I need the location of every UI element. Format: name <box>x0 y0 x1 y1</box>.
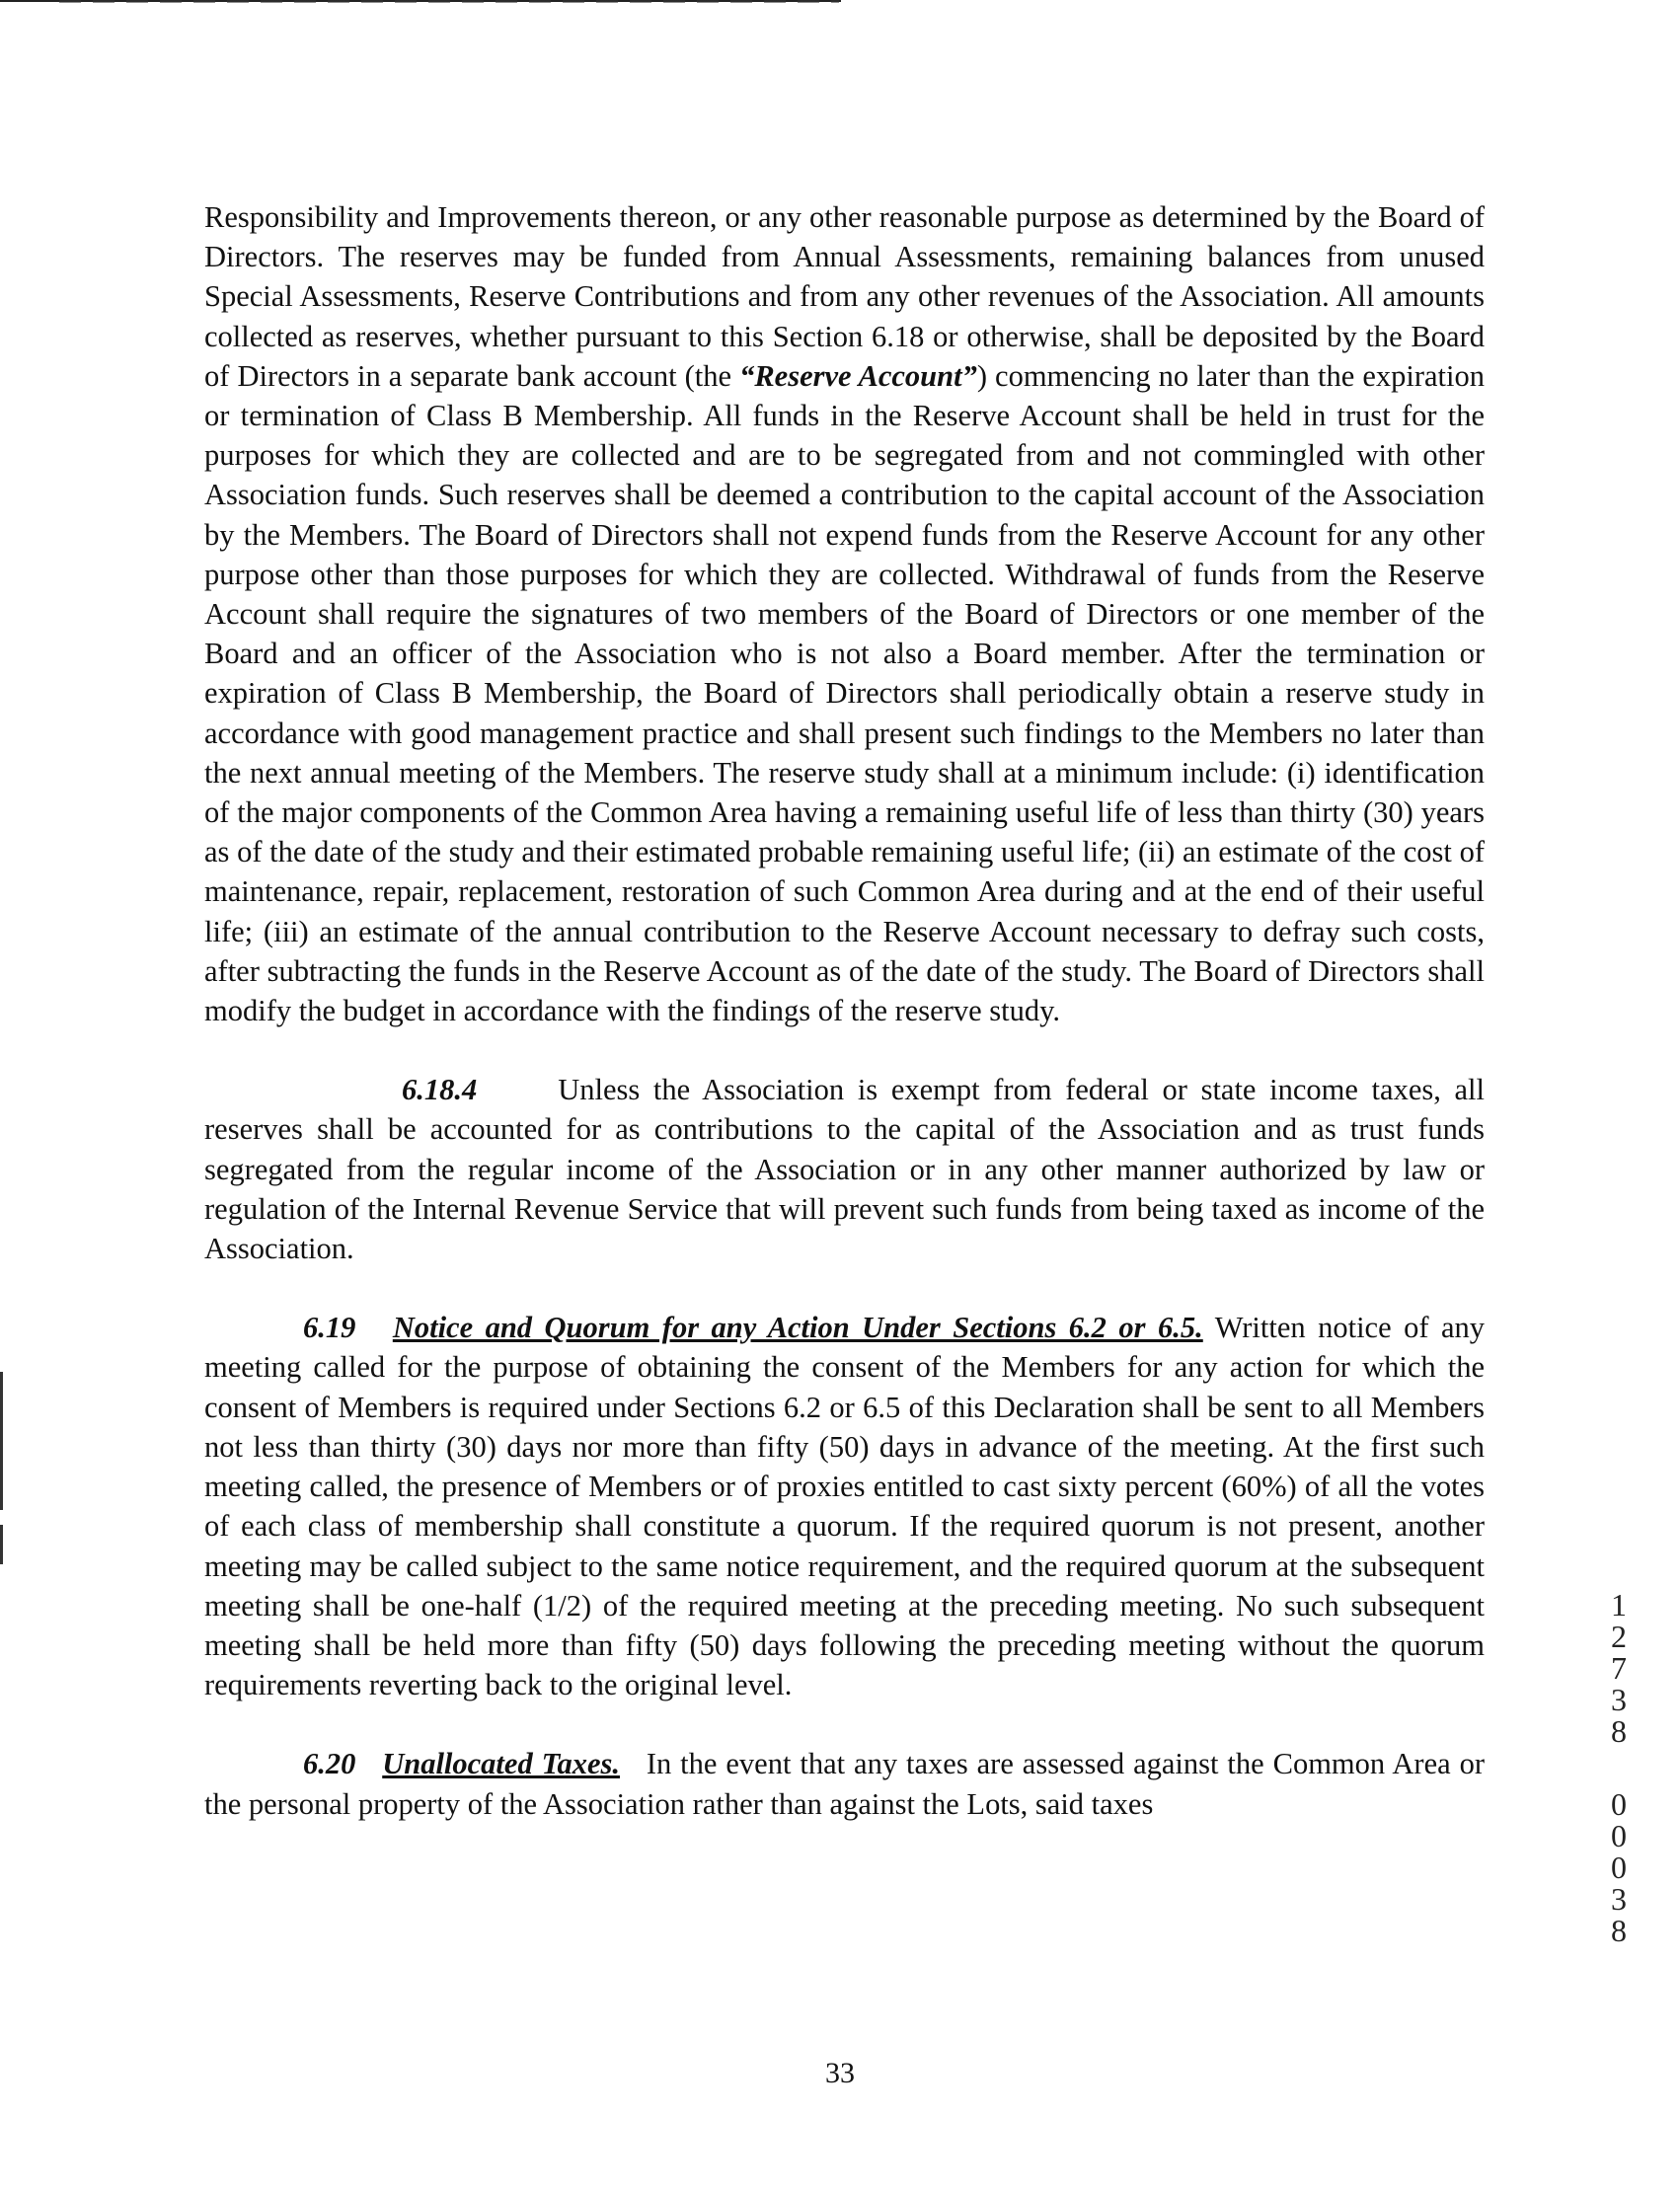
section-number: 6.20 <box>303 1747 356 1781</box>
scan-left-edge-mark <box>0 1372 3 1510</box>
section-number: 6.18.4 <box>402 1073 478 1107</box>
defined-term-reserve-account: “Reserve Account” <box>739 358 977 393</box>
scan-left-edge-mark <box>0 1525 3 1564</box>
recording-stamp-number <box>1607 1589 1631 1946</box>
page-number: 33 <box>825 2057 855 2089</box>
section-6-18-4: 6.18.4 Unless the Association is exempt from federal or state income taxes, all reserves shall be accounted for as contributions to the capital of the Association and as trust funds segregated from the regular income of the Association or in any other manner authorized by law or regulation of the Internal Revenue Service that will prevent such funds from being taxed as income of the Association. <box>204 1073 1485 1266</box>
section-title: Unallocated Taxes. <box>382 1747 620 1781</box>
stamp-number-part: 0 0 0 3 8 <box>1611 1786 1627 1948</box>
paragraph-reserves: Responsibility and Improvements thereon, or any other reasonable purpose as determined by the Board of Directors. The reserves may be funded from Annual Assessments, remaining balances from unused Special Assessments, Reserve Contributions and from any other revenues of the Association. All amounts collected as reserves, whether pursuant to this Section 6.18 or otherwise, shall be deposited by the Board of Directors in a separate bank account (the “Reserve Account”) commencing no later than the expiration or termination of Class B Membership. All funds in the Reserve Account shall be held in trust for the purposes for which they are collected and are to be segregated from and not commingled with other Association funds. Such reserves shall be deemed a contribution to the capital account of the Association by the Members. The Board of Directors shall not expend funds from the Reserve Account for any other purpose other than those purposes for which they are collected. Withdrawal of funds from the Reserve Account shall require the signatures of two members of the Board of Directors or one member of the Board and an officer of the Association who is not also a Board member. After the termination or expiration of Class B Membership, the Board of Directors shall periodically obtain a reserve study in accordance with good management practice and shall present such findings to the Members no later than the next annual meeting of the Members. The reserve study shall at a minimum include: (i) identification of the major components of the Common Area having a remaining useful life of less than thirty (30) years as of the date of the study and their estimated probable remaining useful life; (ii) an estimate of the cost of maintenance, repair, replacement, restoration of such Common Area during and at the end of their useful life; (iii) an estimate of the annual contribution to the Reserve Account necessary to defray such costs, after subtracting the funds in the Reserve Account as of the date of the study. The Board of Directors shall modify the budget in accordance with the findings of the reserve study. <box>204 200 1485 1028</box>
section-number: 6.19 <box>303 1311 356 1345</box>
document-body <box>204 197 1485 1824</box>
section-title: Notice and Quorum for any Action Under Sections 6.2 or 6.5. <box>392 1311 1203 1345</box>
section-6-20: 6.20 Unallocated Taxes. In the event that any taxes are assessed against the Common Area or the personal property of the Association rather than against the Lots, said taxes <box>204 1747 1486 1821</box>
section-6-19: 6.19 Notice and Quorum for any Action Under Sections 6.2 or 6.5. Written notice of any meeting called for the purpose of obtaining the consent of the Members for any action for which the consent of Members is required under Sections 6.2 or 6.5 of this Declaration shall be sent to all Members not less than thirty (30) days nor more than fifty (50) days in advance of the meeting. At the first such meeting called, the presence of Members or of proxies entitled to cast sixty percent (60%) of all the votes of each class of membership shall constitute a quorum. If the required quorum is not present, another meeting may be called subject to the same notice requirement, and the required quorum at the subsequent meeting shall be one-half (1/2) of the required meeting at the preceding meeting. No such subsequent meeting shall be held more than fifty (50) days following the preceding meeting without the quorum requirements reverting back to the original level. <box>204 1311 1486 1702</box>
scan-top-artifact <box>59 0 839 3</box>
stamp-number-part: 1 2 7 3 8 <box>1611 1587 1627 1749</box>
